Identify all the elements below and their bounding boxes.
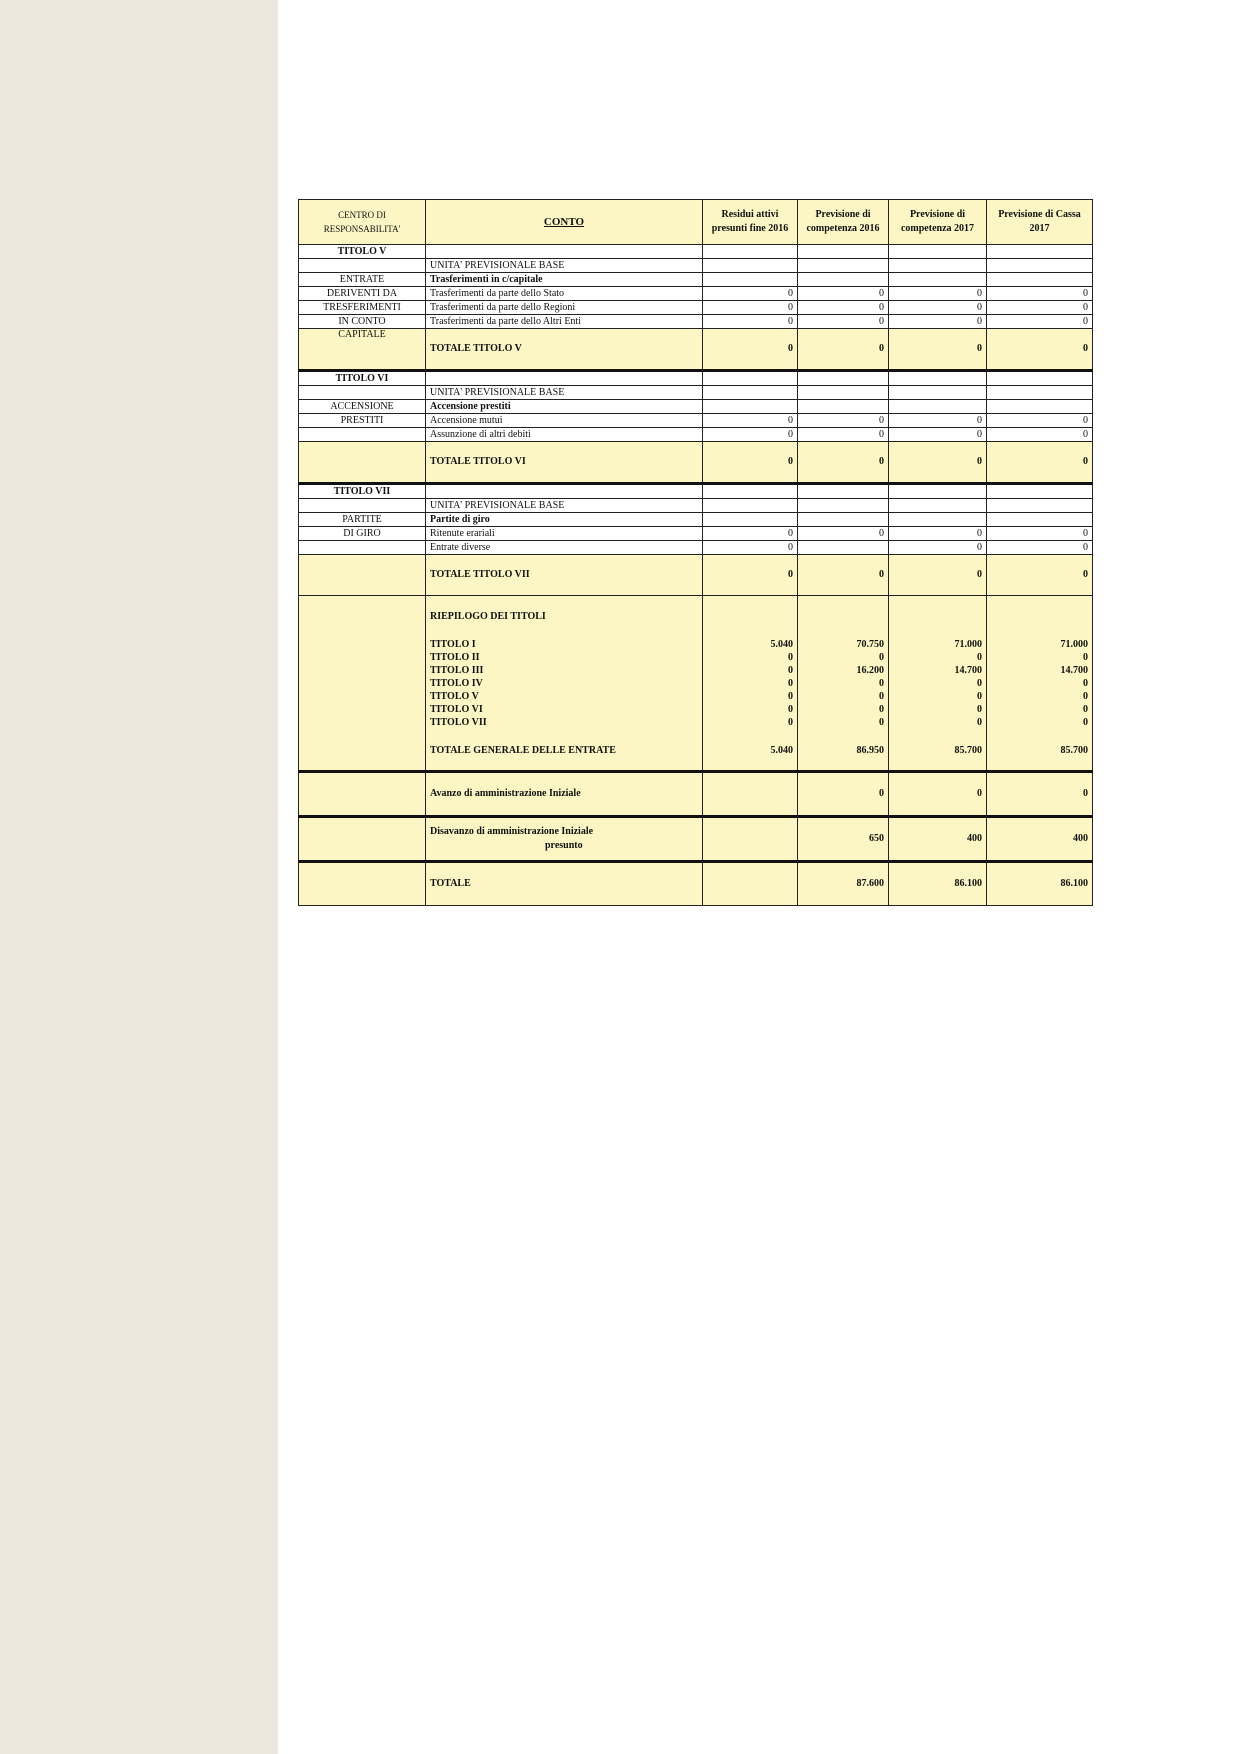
header-row [299, 200, 1093, 245]
row-label: TITOLO I [426, 638, 703, 651]
cell: 0 [798, 772, 889, 817]
table-row [299, 527, 1093, 541]
budget-table [298, 199, 1093, 906]
cell: 0 [703, 690, 798, 703]
header-col3: Previsione di competenza 2017 [889, 200, 987, 245]
cell: 0 [703, 703, 798, 716]
titolo5-side-2: TRESFERIMENTI [299, 301, 426, 315]
cell: 0 [987, 527, 1093, 541]
cell: 5.040 [703, 744, 798, 757]
row-label: Trasferimenti da parte dello Stato [426, 287, 703, 301]
titolo7-total-row [299, 555, 1093, 596]
titolo6-label: TITOLO VI [299, 371, 426, 386]
cell: 0 [703, 541, 798, 555]
cell: 0 [987, 541, 1093, 555]
cell: 0 [798, 428, 889, 442]
titolo7-sub-row [299, 513, 1093, 527]
cell: 14.700 [987, 664, 1093, 677]
row-label: Ritenute erariali [426, 527, 703, 541]
cell: 14.700 [889, 664, 987, 677]
titolo7-side-1: DI GIRO [299, 527, 426, 541]
cell: 71.000 [987, 638, 1093, 651]
cell [703, 862, 798, 906]
table-row [299, 414, 1093, 428]
table-row [299, 664, 1093, 677]
cell: 0 [798, 414, 889, 428]
titolo6-upb-row [299, 386, 1093, 400]
row-label: TITOLO V [426, 690, 703, 703]
row-label: TITOLO III [426, 664, 703, 677]
cell: 0 [798, 315, 889, 329]
cell: 0 [889, 677, 987, 690]
cell [798, 541, 889, 555]
header-col2: Previsione di competenza 2016 [798, 200, 889, 245]
titolo5-sub: Trasferimenti in c/capitale [426, 273, 703, 287]
disavanzo-label2: presunto [545, 840, 583, 851]
titolo5-side-3: IN CONTO [299, 315, 426, 329]
cell: 0 [889, 428, 987, 442]
table-row [299, 690, 1093, 703]
header-col1: Residui attivi presunti fine 2016 [703, 200, 798, 245]
table-row [299, 703, 1093, 716]
cell: 0 [987, 442, 1093, 484]
avanzo-row [299, 772, 1093, 817]
titolo6-sub: Accensione prestiti [426, 400, 703, 414]
cell: 0 [987, 315, 1093, 329]
cell: 0 [703, 664, 798, 677]
table-row [299, 638, 1093, 651]
cell: 16.200 [798, 664, 889, 677]
cell: 0 [798, 703, 889, 716]
cell: 0 [987, 414, 1093, 428]
cell: 0 [703, 677, 798, 690]
titolo6-side-1: PRESTITI [299, 414, 426, 428]
titolo5-side-4: CAPITALE [299, 329, 426, 371]
titolo7-sub: Partite di giro [426, 513, 703, 527]
cell: 71.000 [889, 638, 987, 651]
cell: 0 [889, 716, 987, 729]
row-label: Trasferimenti da parte dello Regioni [426, 301, 703, 315]
titolo7-total-label: TOTALE TITOLO VII [426, 555, 703, 596]
cell [703, 772, 798, 817]
titolo6-side-0: ACCENSIONE [299, 400, 426, 414]
disavanzo-label: Disavanzo di amministrazione Iniziale [430, 826, 594, 837]
cell: 0 [987, 772, 1093, 817]
cell: 0 [798, 301, 889, 315]
table-row [299, 651, 1093, 664]
titolo6-sub-row [299, 400, 1093, 414]
cell: 85.700 [987, 744, 1093, 757]
side-band [0, 0, 278, 1754]
totale-row [299, 862, 1093, 906]
cell: 650 [798, 817, 889, 862]
header-col4: Previsione di Cassa 2017 [987, 200, 1093, 245]
table-row [299, 428, 1093, 442]
row-label: TITOLO VII [426, 716, 703, 729]
cell: 0 [798, 690, 889, 703]
cell: 0 [703, 301, 798, 315]
cell: 0 [798, 651, 889, 664]
cell: 0 [798, 442, 889, 484]
titolo6-total-row [299, 442, 1093, 484]
titolo6-upb: UNITA' PREVISIONALE BASE [426, 386, 703, 400]
titolo7-side-0: PARTITE [299, 513, 426, 527]
riepilogo-gap [299, 729, 1093, 744]
cell: 0 [703, 329, 798, 371]
titolo5-upb-row [299, 259, 1093, 273]
titolo5-total-row [299, 329, 1093, 371]
table-row [299, 677, 1093, 690]
table-row [299, 287, 1093, 301]
titolo5-total-label: TOTALE TITOLO V [426, 329, 703, 371]
titolo5-side-0: ENTRATE [299, 273, 426, 287]
cell: 86.100 [889, 862, 987, 906]
table-row [299, 315, 1093, 329]
cell: 0 [987, 555, 1093, 596]
titolo5-row [299, 245, 1093, 259]
row-label: Accensione mutui [426, 414, 703, 428]
riepilogo-title: RIEPILOGO DEI TITOLI [426, 610, 703, 623]
cell: 0 [798, 677, 889, 690]
titolo5-side-1: DERIVENTI DA [299, 287, 426, 301]
cell [703, 817, 798, 862]
riepilogo-gap-top [299, 596, 1093, 611]
cell: 86.950 [798, 744, 889, 757]
cell: 0 [889, 315, 987, 329]
titolo5-label: TITOLO V [299, 245, 426, 259]
cell: 0 [703, 287, 798, 301]
cell: 0 [889, 301, 987, 315]
cell: 0 [987, 301, 1093, 315]
cell: 5.040 [703, 638, 798, 651]
titolo6-row [299, 371, 1093, 386]
cell: 0 [703, 527, 798, 541]
cell: 0 [987, 651, 1093, 664]
cell: 0 [987, 690, 1093, 703]
cell: 0 [798, 555, 889, 596]
table-row [299, 541, 1093, 555]
cell: 0 [987, 677, 1093, 690]
cell: 0 [889, 703, 987, 716]
cell: 87.600 [798, 862, 889, 906]
avanzo-label: Avanzo di amministrazione Iniziale [426, 772, 703, 817]
cell: 0 [703, 716, 798, 729]
titolo7-label: TITOLO VII [299, 484, 426, 499]
cell: 0 [889, 541, 987, 555]
header-conto: CONTO [426, 200, 703, 245]
row-label: TITOLO II [426, 651, 703, 664]
titolo7-row [299, 484, 1093, 499]
cell: 400 [889, 817, 987, 862]
cell: 0 [703, 315, 798, 329]
cell: 86.100 [987, 862, 1093, 906]
cell: 0 [987, 287, 1093, 301]
row-label: TITOLO IV [426, 677, 703, 690]
cell: 0 [703, 555, 798, 596]
riepilogo-total-row [299, 744, 1093, 757]
row-label: Assunzione di altri debiti [426, 428, 703, 442]
table-row [299, 301, 1093, 315]
cell: 400 [987, 817, 1093, 862]
cell: 70.750 [798, 638, 889, 651]
cell: 0 [798, 716, 889, 729]
table-row [299, 716, 1093, 729]
row-label: Entrate diverse [426, 541, 703, 555]
cell: 85.700 [889, 744, 987, 757]
titolo7-upb: UNITA' PREVISIONALE BASE [426, 499, 703, 513]
titolo5-sub-row [299, 273, 1093, 287]
cell: 0 [703, 414, 798, 428]
row-label: Trasferimenti da parte dello Altri Enti [426, 315, 703, 329]
header-centro: CENTRO DI RESPONSABILITA' [299, 200, 426, 245]
disavanzo-row [299, 817, 1093, 862]
titolo6-total-label: TOTALE TITOLO VI [426, 442, 703, 484]
cell: 0 [703, 442, 798, 484]
cell: 0 [889, 442, 987, 484]
cell: 0 [889, 527, 987, 541]
riepilogo-total-label: TOTALE GENERALE DELLE ENTRATE [426, 744, 703, 757]
disavanzo-cell [426, 817, 703, 862]
cell: 0 [798, 527, 889, 541]
cell: 0 [889, 329, 987, 371]
row-label: TITOLO VI [426, 703, 703, 716]
cell: 0 [987, 703, 1093, 716]
riepilogo-title-row [299, 610, 1093, 623]
totale-label: TOTALE [426, 862, 703, 906]
cell: 0 [703, 428, 798, 442]
riepilogo-gap [299, 623, 1093, 638]
titolo7-upb-row [299, 499, 1093, 513]
cell: 0 [889, 651, 987, 664]
titolo5-upb: UNITA' PREVISIONALE BASE [426, 259, 703, 273]
cell: 0 [889, 287, 987, 301]
cell: 0 [703, 651, 798, 664]
cell: 0 [889, 690, 987, 703]
cell: 0 [987, 428, 1093, 442]
cell: 0 [987, 716, 1093, 729]
cell: 0 [889, 414, 987, 428]
cell: 0 [889, 555, 987, 596]
cell: 0 [798, 287, 889, 301]
cell: 0 [889, 772, 987, 817]
riepilogo-gap [299, 757, 1093, 772]
cell: 0 [798, 329, 889, 371]
cell: 0 [987, 329, 1093, 371]
